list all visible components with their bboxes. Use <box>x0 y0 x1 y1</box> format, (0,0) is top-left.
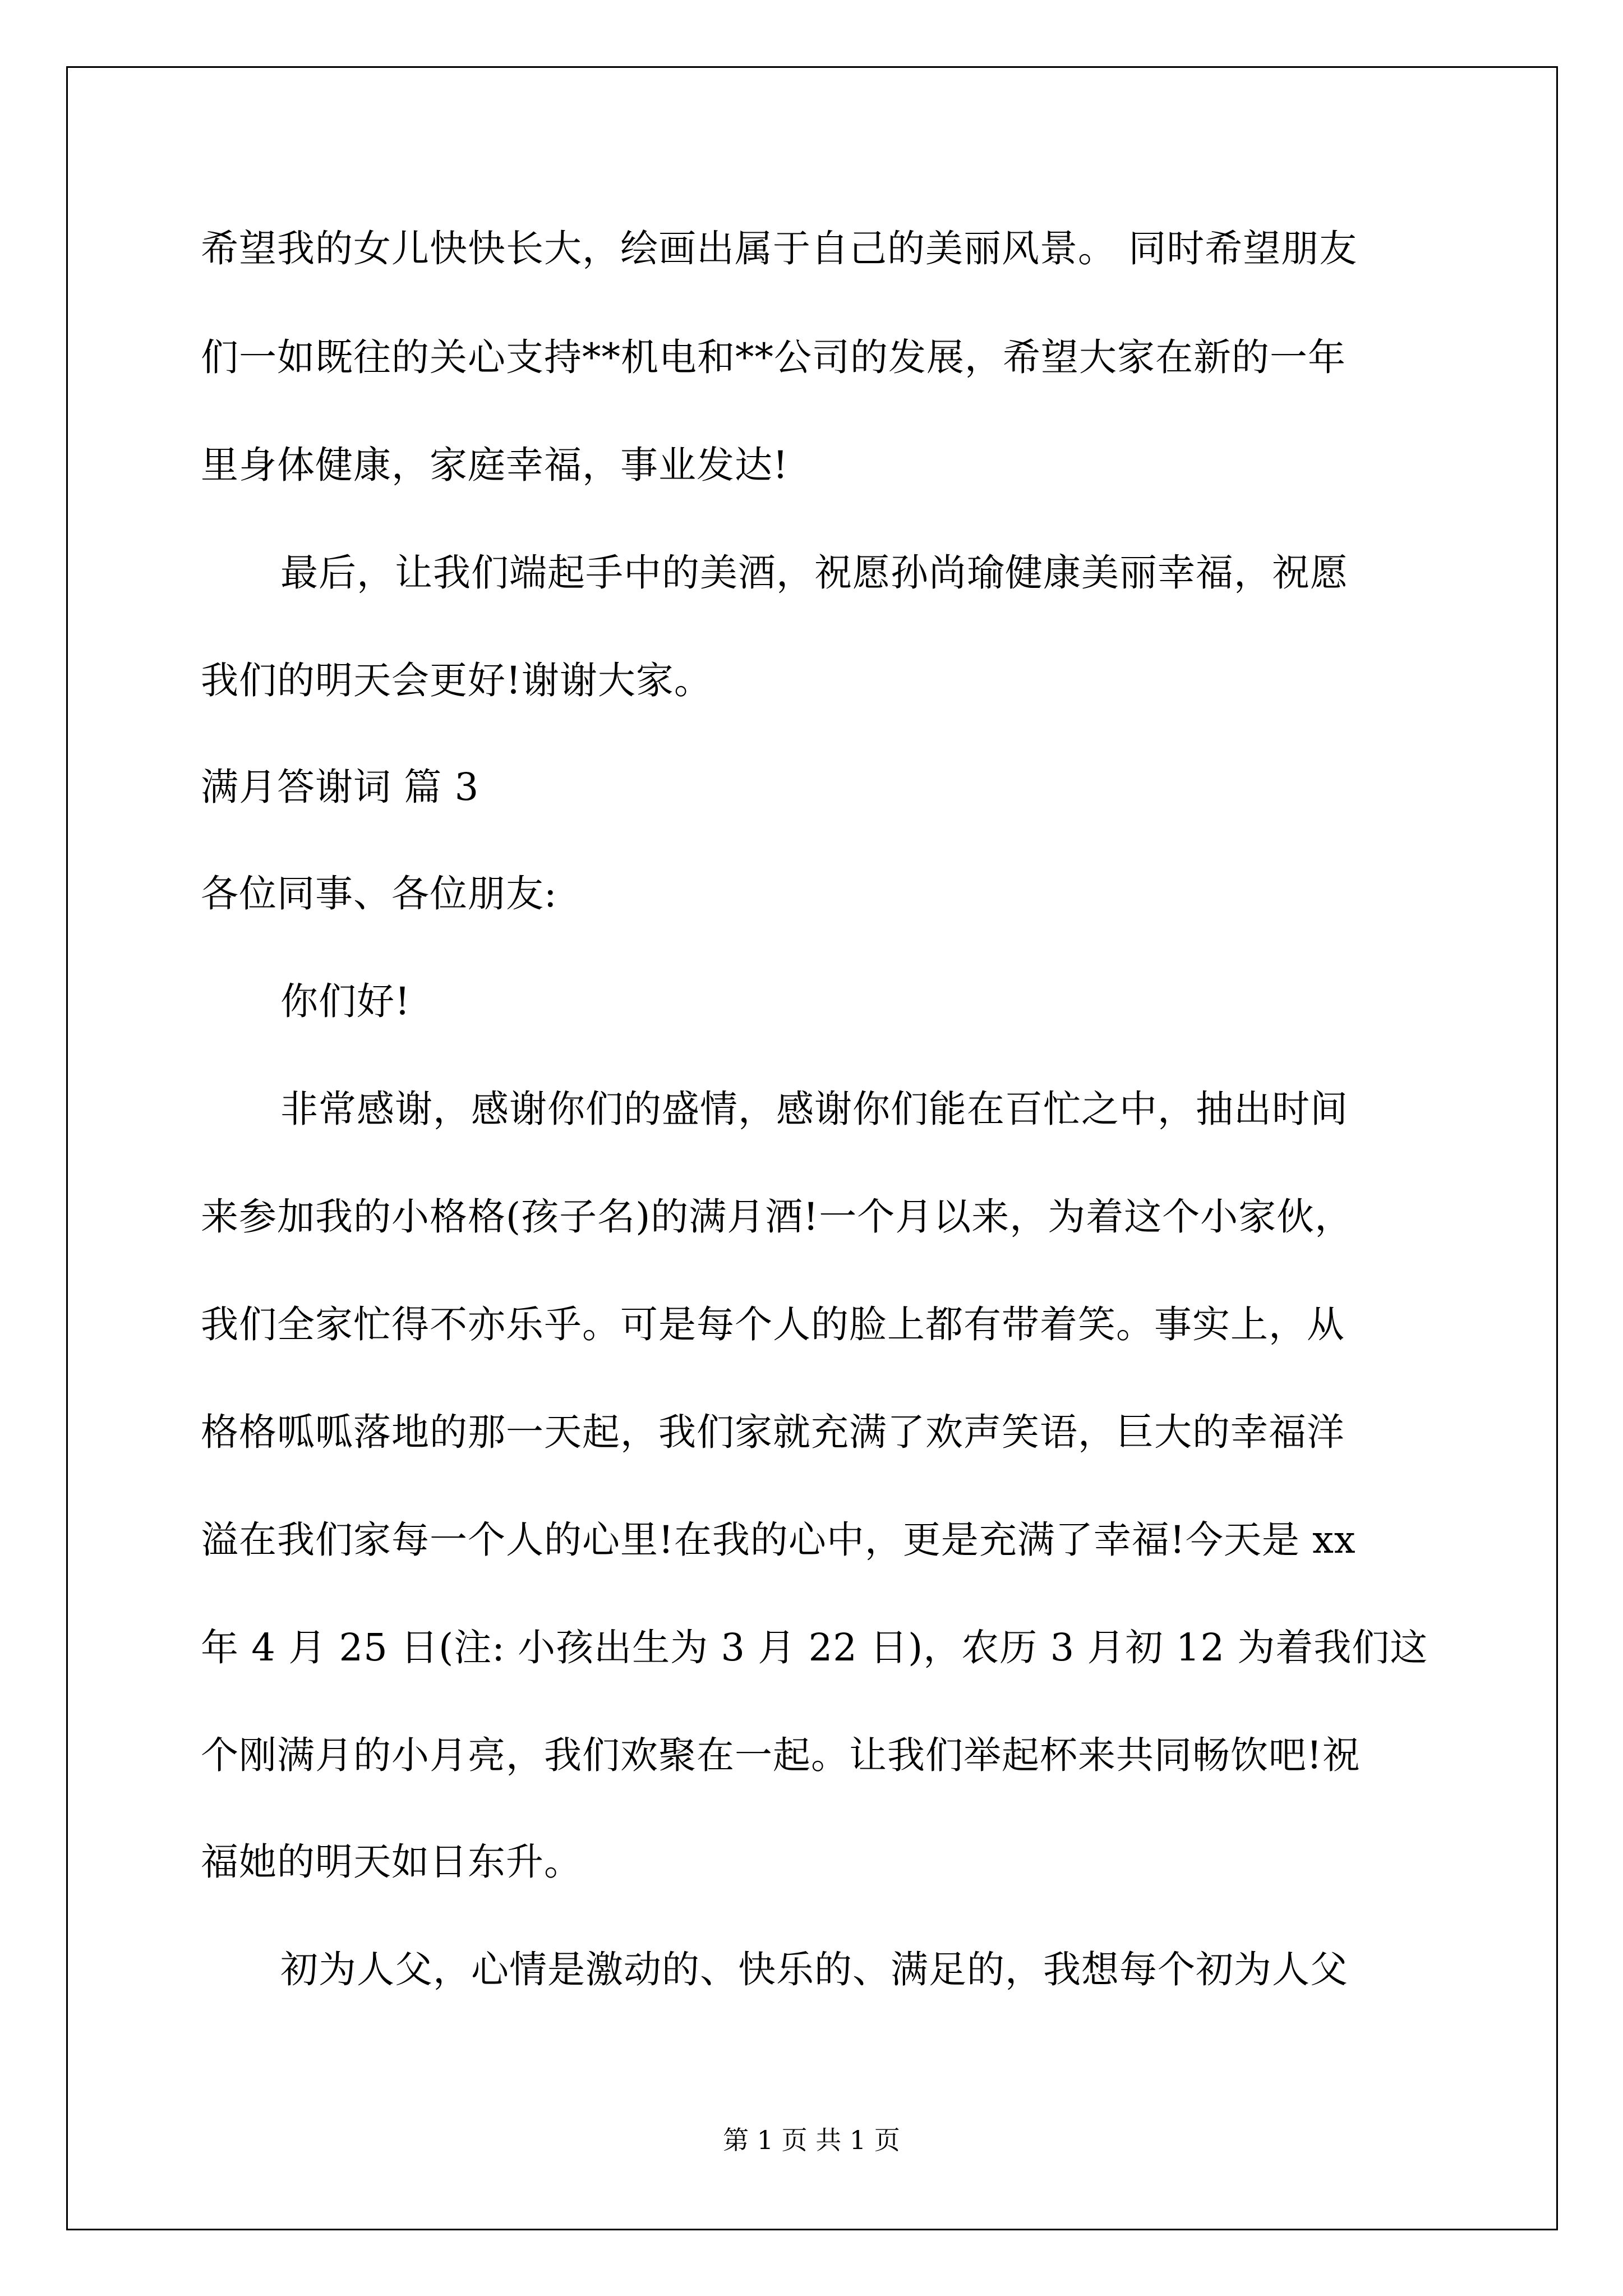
greeting: 你们好! <box>280 979 411 1023</box>
salutation: 各位同事、各位朋友: <box>201 872 557 915</box>
body-line-1: 希望我的女儿快快长大，绘画出属于自己的美丽风景。 同时希望朋友 <box>201 227 1358 270</box>
body-line-9: 非常感谢，感谢你们的盛情，感谢你们能在百忙之中，抽出时间 <box>280 1087 1348 1131</box>
body-line-15: 个刚满月的小月亮，我们欢聚在一起。让我们举起杯来共同畅饮吧!祝 <box>201 1733 1361 1777</box>
body-line-12: 格格呱呱落地的那一天起，我们家就充满了欢声笑语，巨大的幸福洋 <box>201 1410 1345 1454</box>
page-border <box>66 66 1558 2230</box>
body-line-14: 年 4 月 25 日(注: 小孩出生为 3 月 22 日)，农历 3 月初 12 为着我们这 <box>201 1626 1428 1669</box>
body-line-11: 我们全家忙得不亦乐乎。可是每个人的脸上都有带着笑。事实上，从 <box>201 1303 1345 1346</box>
section-heading: 满月答谢词 篇 3 <box>201 765 479 809</box>
body-line-5: 我们的明天会更好!谢谢大家。 <box>201 659 712 702</box>
body-line-4: 最后，让我们端起手中的美酒，祝愿孙尚瑜健康美丽幸福，祝愿 <box>280 551 1348 595</box>
body-line-13: 溢在我们家每一个人的心里!在我的心中，更是充满了幸福!今天是 xx <box>201 1518 1356 1562</box>
body-line-10: 来参加我的小格格(孩子名)的满月酒!一个月以来，为着这个小家伙， <box>201 1195 1353 1239</box>
body-line-2: 们一如既往的关心支持**机电和**公司的发展，希望大家在新的一年 <box>201 335 1346 379</box>
body-line-17: 初为人父，心情是激动的、快乐的、满足的，我想每个初为人父 <box>280 1948 1348 1991</box>
body-line-3: 里身体健康，家庭幸福，事业发达! <box>201 443 789 487</box>
page-footer: 第 1 页 共 1 页 <box>723 2125 900 2155</box>
body-line-16: 福她的明天如日东升。 <box>201 1840 582 1884</box>
